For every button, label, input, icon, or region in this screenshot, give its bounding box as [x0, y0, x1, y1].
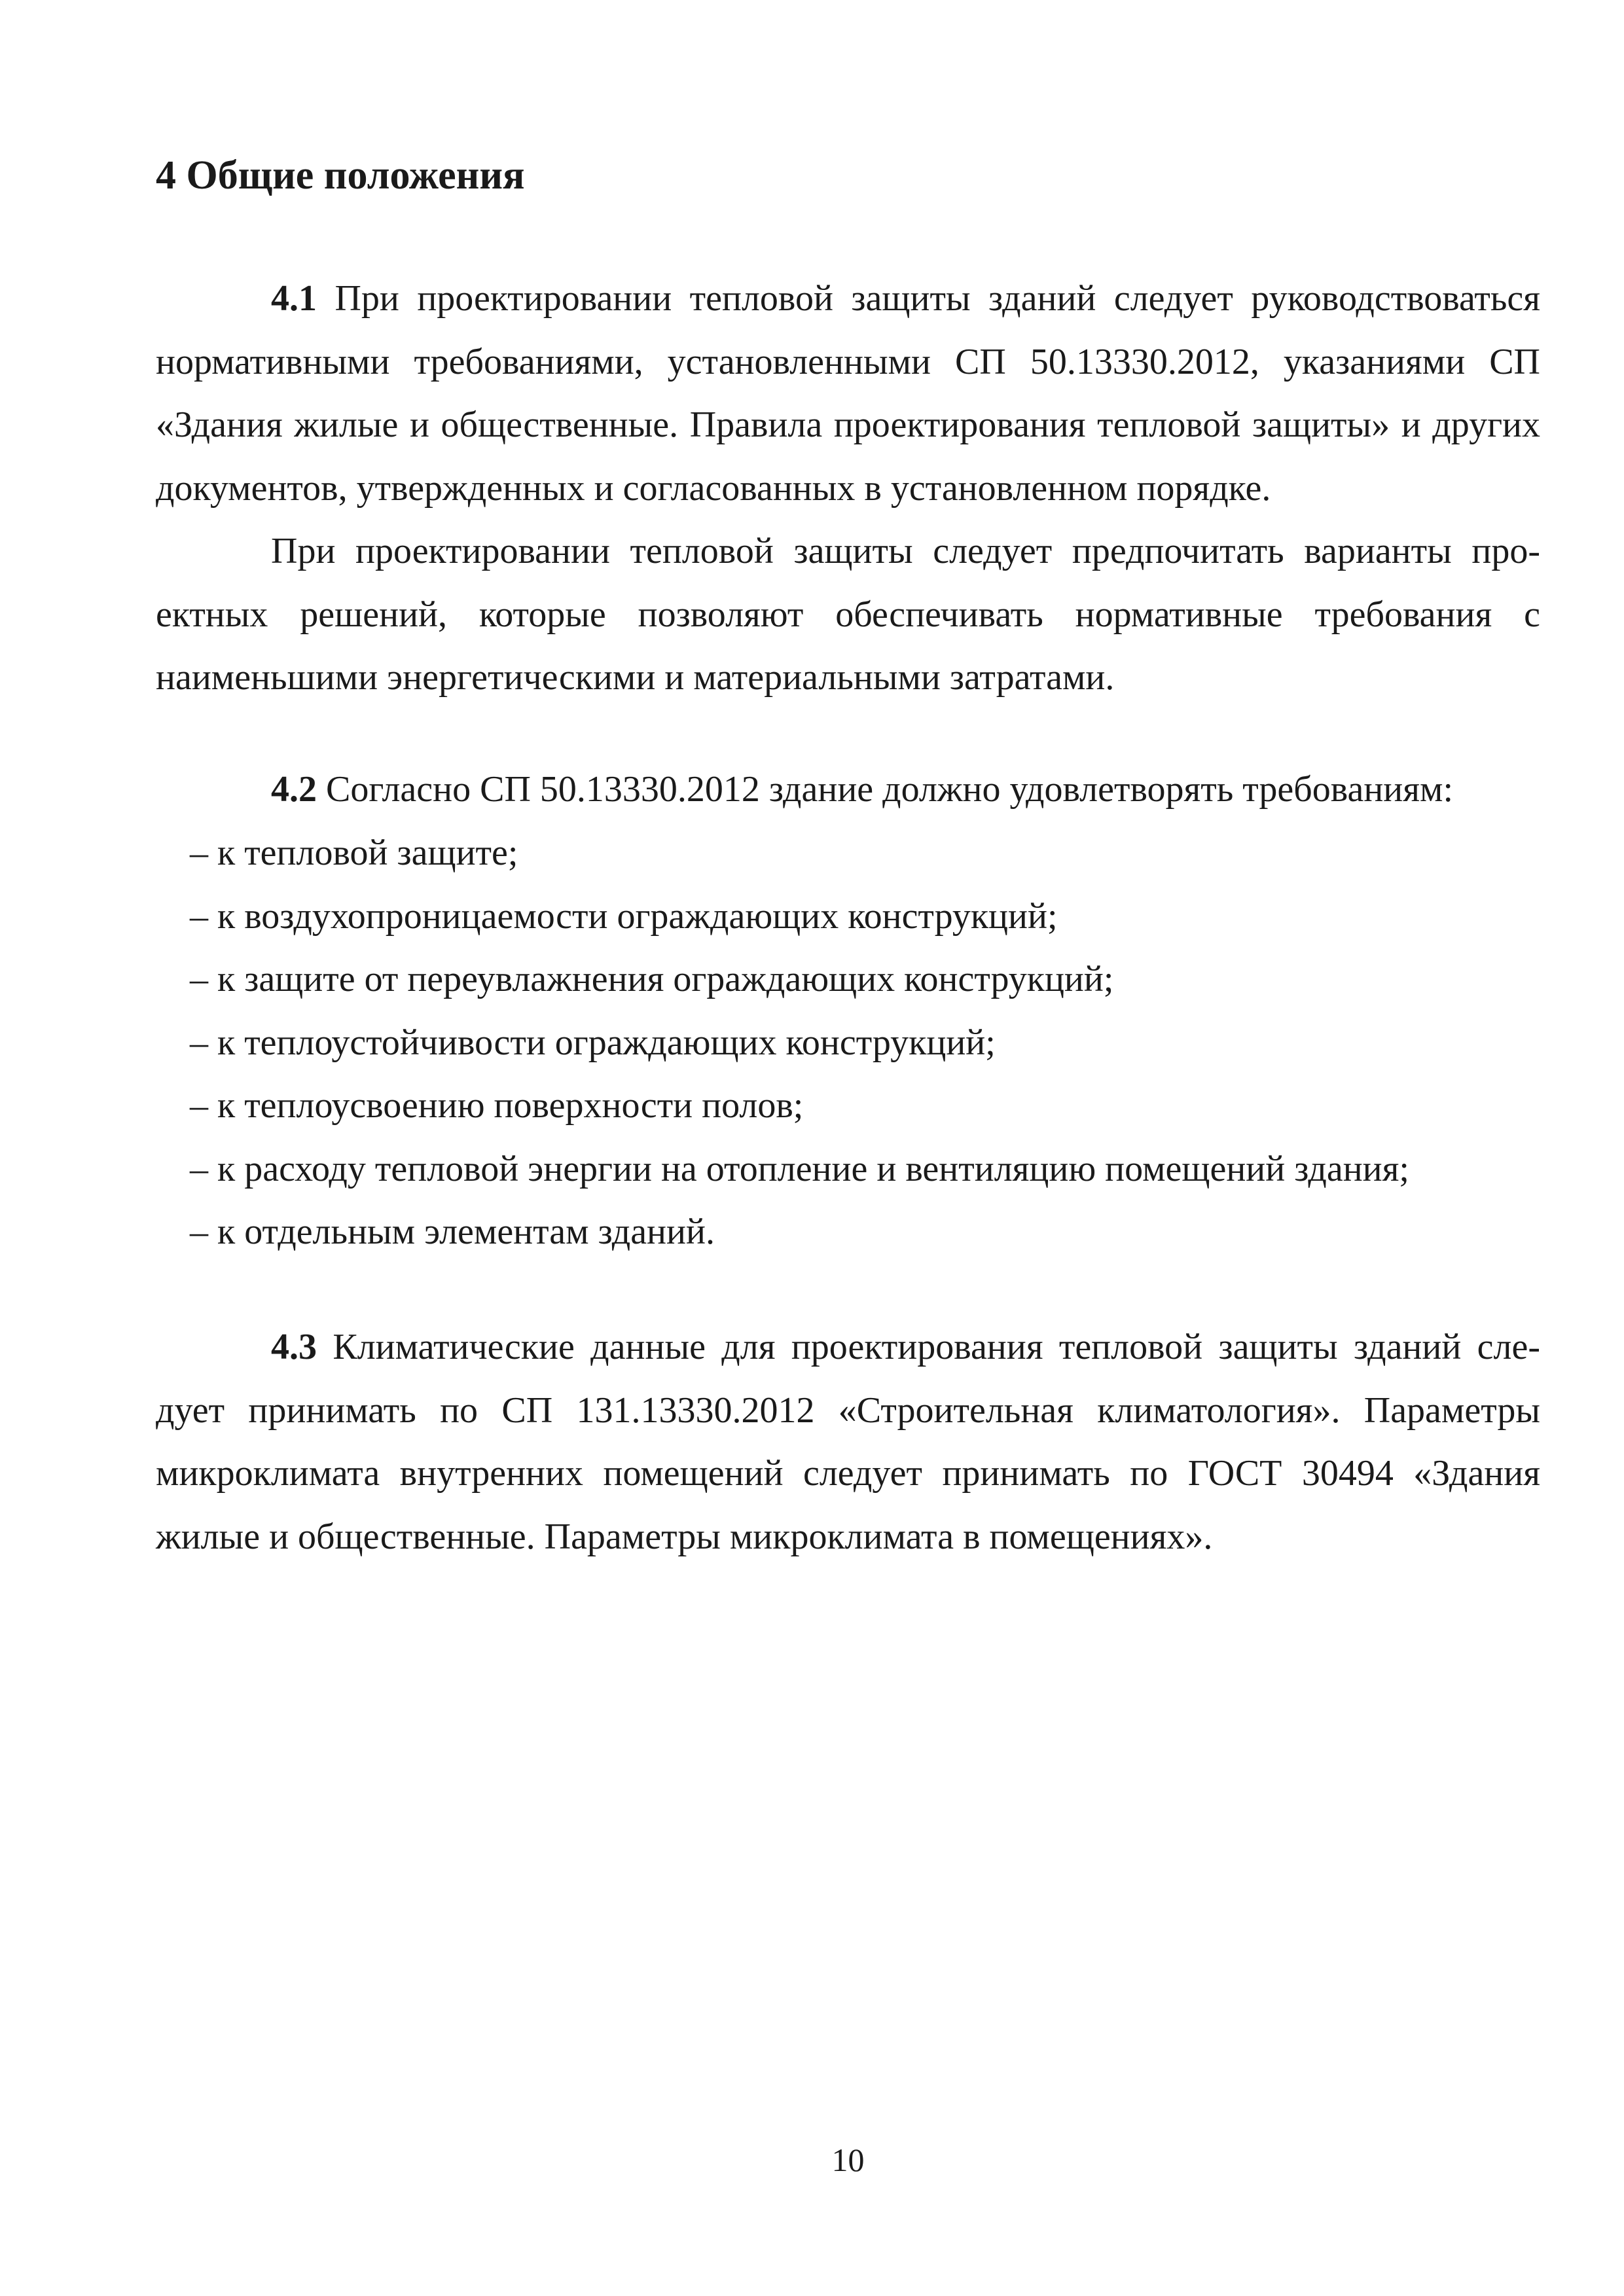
paragraph-4-1-continued: При проектировании тепловой защиты следует предпочитать варианты проектных решений, которые позволяют обеспечивать нормативные требования с наименьшими энергетическими и материальными затратами. — [156, 531, 1540, 698]
list-item: – к отдельным элементам зданий. — [190, 1211, 715, 1252]
clause-number-4-3: 4.3 — [271, 1327, 317, 1367]
list-item: – к расходу тепловой энергии на отопление и вентиляцию помещений здания; — [190, 1148, 1409, 1189]
list-item: – к теплоустойчивости ограждающих конструкций; — [190, 1022, 996, 1063]
clause-text-4-1: При проектировании тепловой защиты зданий следует руководствоваться нормативными требованиями, установленными СП 50.13330.2012, указаниями СП «Здания жилые и общественные. Правила проектирования тепловой защиты» и других документов, утвержденных и согласованных в установленном порядке. — [156, 278, 1540, 509]
document-page — [156, 0, 1540, 2296]
list-item: – к тепловой защите; — [190, 833, 518, 873]
list-item: – к теплоусвоению поверхности полов; — [190, 1085, 804, 1126]
clause-number-4-1: 4.1 — [271, 278, 317, 319]
list-item: – к защите от переувлажнения ограждающих конструкций; — [190, 959, 1114, 999]
list-item: – к воздухопроницаемости ограждающих конструкций; — [190, 895, 1058, 937]
page-number: 10 — [831, 2142, 865, 2178]
paragraph-4-3 — [156, 1316, 1540, 1568]
clause-number-4-2: 4.2 — [271, 769, 317, 810]
paragraph-4-1 — [156, 267, 1540, 520]
requirements-list — [190, 821, 1409, 1264]
paragraph-4-2 — [156, 758, 1540, 821]
clause-text-4-2: Согласно СП 50.13330.2012 здание должно удовлетворять требованиям: — [317, 769, 1454, 810]
clause-text-4-3: Климатические данные для проектирования тепловой защиты зданий следует принимать по СП 131.13330.2012 «Строительная климатология». Параметры микроклимата внутренних помещений следует принимать по ГОСТ 30494 «Здания жилые и общественные. Параметры микроклимата в помещениях». — [156, 1327, 1540, 1557]
section-title: 4 Общие положения — [156, 153, 525, 198]
